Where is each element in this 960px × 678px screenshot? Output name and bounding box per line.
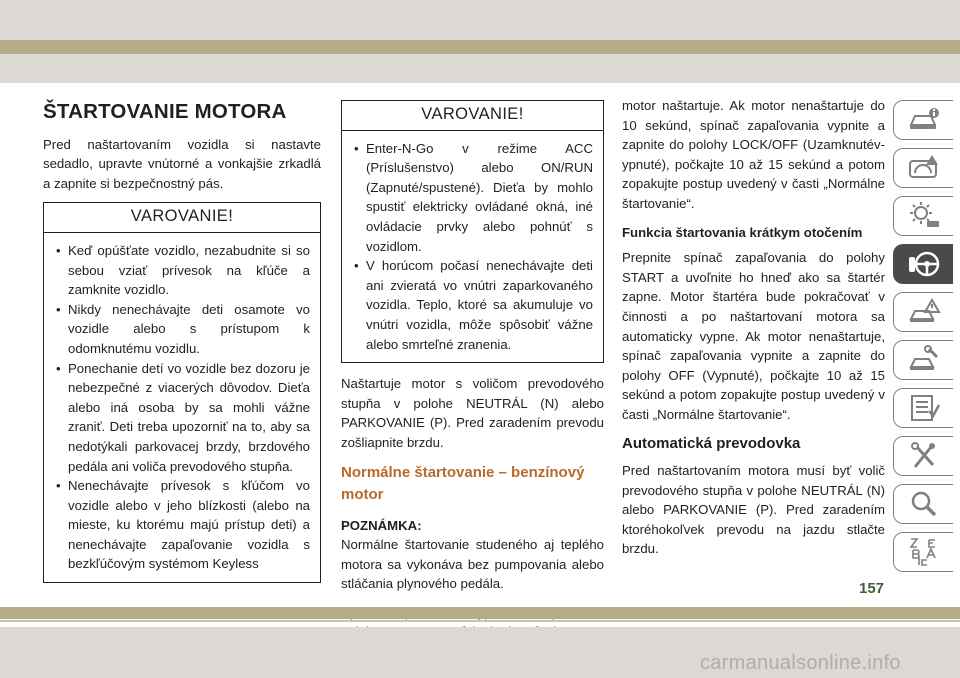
wrench-car-icon xyxy=(907,345,941,375)
alphabet-index-icon xyxy=(907,537,941,567)
warning-item: • Nenechávajte prívesok s kľúčom vo vozidle alebo v jeho blízkosti (alebo na mieste, ku ktorému majú prístup deti) a nenechávajte zapaľovanie vozidla s bezkľúčovým systémom Keyless xyxy=(56,476,310,574)
subheading: Funkcia štartovania krátkym otočením xyxy=(622,224,863,240)
warning-box-1 xyxy=(43,202,321,583)
car-sun-icon xyxy=(907,201,941,231)
column-1 xyxy=(43,96,321,594)
bottom-divider xyxy=(0,620,960,622)
watermark: carmanualsonline.info xyxy=(700,652,901,674)
warning-item-continued: • Enter-N-Go v režime ACC (Príslušenstvo) alebo ON/RUN (Zapnuté/spustené). Dieťa by mohlo spustiť elektricky ovládané okná, iné ovládacie prvky alebo pohnúť s vozidlom. xyxy=(354,139,593,257)
page-title: ŠTARTOVANIE MOTORA xyxy=(43,100,287,123)
tab-car-warning[interactable] xyxy=(893,292,953,332)
tab-checklist[interactable] xyxy=(893,388,953,428)
warning-item: • V horúcom počasí nenechávajte deti ani zvieratá vo vnútri zaparkovaného vozidla. Teplo, ktoré sa akumuluje vo vnútri vozidla, môže spôsobiť vážne alebo smrteľné zranenia. xyxy=(354,256,593,354)
warning-list xyxy=(44,233,320,582)
tools-icon xyxy=(907,441,941,471)
paragraph: Pred naštartovaním motora musí byť volič prevodového stupňa v polohe NEUTRÁL (N) alebo PARKOVANIE (P). Pred zaradením ktoréhokoľvek prevodu na jazdu stlačte brzdu. xyxy=(622,463,885,557)
tab-car-sun[interactable] xyxy=(893,196,953,236)
warning-title: VAROVANIE! xyxy=(342,101,603,131)
tab-steering-wheel[interactable] xyxy=(893,244,953,284)
column-2 xyxy=(341,96,604,651)
car-warning-icon xyxy=(907,297,941,327)
intro-paragraph: Pred naštartovaním vozidla si nastavte sedadlo, upravte vnútorné a vonkajšie zrkadlá a zapnite si bezpečnostný pás. xyxy=(43,136,321,191)
page-number: 157 xyxy=(859,580,885,597)
checklist-icon xyxy=(907,393,941,423)
column-3 xyxy=(622,96,885,568)
section-heading: Automatická prevodovka xyxy=(622,434,801,452)
search-icon xyxy=(907,489,941,519)
dashboard-warning-icon xyxy=(907,153,941,183)
paragraph: Naštartuje motor s voličom prevodového stupňa v polohe NEUTRÁL (N) alebo PARKOVANIE (P). Pred zaradením prevodu zošliapnite brzdu. xyxy=(341,376,604,450)
tab-alphabet-index[interactable] xyxy=(893,532,953,572)
warning-box-2 xyxy=(341,100,604,363)
warning-item: • Keď opúšťate vozidlo, nezabudnite si so sebou vziať prívesok na kľúče a zamknite vozidlo. xyxy=(56,241,310,300)
bottom-stripe xyxy=(0,607,960,619)
tab-dashboard-warning[interactable] xyxy=(893,148,953,188)
warning-title: VAROVANIE! xyxy=(44,203,320,233)
tab-tools[interactable] xyxy=(893,436,953,476)
note-label: POZNÁMKA: xyxy=(341,517,422,533)
paragraph: motor naštartuje. Ak motor nenaštartuje do 10 sekúnd, spínač zapaľovania vypnite a zapnite do polohy LOCK/OFF (Uzamknutév-ypnuté), počkajte 10 až 15 sekúnd a potom zopakujte postup uvedený v časti „Normálne štartovanie“. xyxy=(622,98,885,211)
warning-list xyxy=(342,131,603,363)
paragraph: Prepnite spínač zapaľovania do polohy START a uvoľnite ho hneď ako sa štartér zapne. Motor štartéra bude pokračovať v činnosti a po naštartovaní motora sa automaticky vypne. Ak motor nenaštartuje, spínač zapaľovania vypnite a zapnite do polohy OFF (Vypnuté), počkajte 10 až 15 sekúnd a potom zopakujte postup uvedený v časti „Normálne štartovanie“. xyxy=(622,250,885,422)
tab-wrench-car[interactable] xyxy=(893,340,953,380)
tab-search[interactable] xyxy=(893,484,953,524)
section-heading: Normálne štartovanie – benzínový motor xyxy=(341,463,585,503)
steering-wheel-icon xyxy=(907,249,941,279)
car-info-icon xyxy=(907,105,941,135)
warning-item: • Nikdy nenechávajte deti osamote vo vozidle alebo s prístupom k odomknutému vozidlu. xyxy=(56,300,310,359)
top-stripe xyxy=(0,40,960,54)
note-text: Normálne štartovanie studeného aj teplého motora sa vykonáva bez pumpovania alebo stláčania plynového pedála. xyxy=(341,537,604,592)
warning-item: • Ponechanie detí vo vozidle bez dozoru je nebezpečné z viacerých dôvodov. Dieťa alebo iná osoba by sa mohli vážne zraniť. Deti treba upozorniť na to, aby sa nedotýkali parkovacej brzdy, brzdového pedála ani voliča prevodového stupňa. xyxy=(56,359,310,477)
chapter-tabs xyxy=(893,100,953,580)
tab-car-info[interactable] xyxy=(893,100,953,140)
